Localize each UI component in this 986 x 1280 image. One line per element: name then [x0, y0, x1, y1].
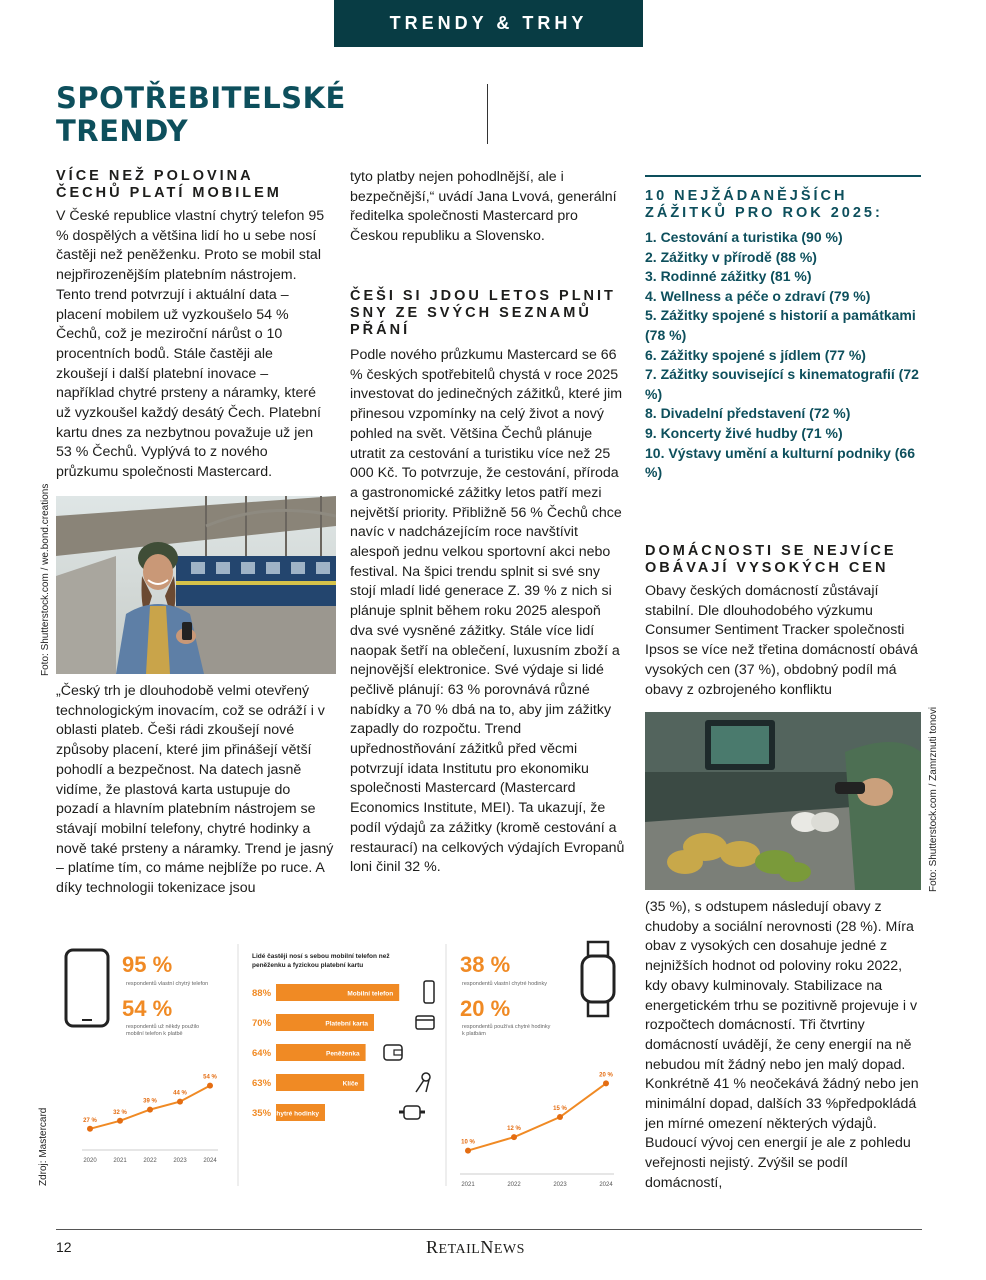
- page-number: 12: [56, 1239, 72, 1255]
- svg-text:respondentů už někdy použilo: respondentů už někdy použilo: [126, 1024, 200, 1030]
- bar-value-label: 70%: [252, 1018, 272, 1029]
- top-experiences-heading: 10 NEJŽÁDANĚJŠÍCH ZÁŽITKŮ PRO ROK 2025:: [645, 188, 883, 221]
- data-point: [465, 1148, 471, 1154]
- bar-value-label: 88%: [252, 988, 272, 999]
- x-tick-label: 2021: [461, 1182, 475, 1188]
- svg-text:respondentů používá chytré hod: respondentů používá chytré hodinky: [462, 1024, 551, 1030]
- list-item: 6. Zážitky spojené s jídlem (77 %): [645, 346, 866, 363]
- wallet-icon: [384, 1045, 402, 1060]
- x-tick-label: 2020: [83, 1158, 97, 1164]
- supermarket-checkout-photo: [645, 712, 921, 890]
- data-label: 54 %: [203, 1074, 217, 1081]
- top-experiences-list: [645, 228, 921, 483]
- col1-paragraph-1: V České republice vlastní chytrý telefon 95 % dospělých a většina lidí ho u sebe nosí častěji než peněženku. Proto se mobil stal nejpřirozenějším platebním nástrojem. Tento trend potvrzují i aktuální data – placení mobilem už vyzkoušelo 54 % Čechů, což je meziroční nárůst o 10 procentních bodů. Stále častěji ale zkoušejí i další platební inovace – například chytré prsteny a náramky, které už vyzkoušel každý desátý Čech. Platební kartu dnes za nezbytnou považuje už jen 53 % Čechů. Vyplývá to z nového průzkumu společnosti Mastercard.: [56, 208, 325, 481]
- bars-title: Lidé častěji nosí s sebou mobilní telefon než: [252, 953, 390, 960]
- x-tick-label: 2021: [113, 1158, 127, 1164]
- bar-category-label: Klíče: [342, 1080, 359, 1088]
- bar-value-label: 64%: [252, 1048, 272, 1059]
- svg-text:respondentů vlastní chytrý tel: respondentů vlastní chytrý telefon: [126, 981, 209, 987]
- col1-heading: VÍCE NEŽ POLOVINA ČECHŮ PLATÍ MOBILEM: [56, 168, 282, 201]
- data-label: 10 %: [461, 1139, 475, 1146]
- train-station-photo: [56, 496, 336, 674]
- section-header: [334, 0, 643, 47]
- phone-stat-2: 54 %: [122, 996, 173, 1021]
- x-tick-label: 2023: [553, 1182, 567, 1188]
- list-top-rule: [645, 175, 921, 177]
- carried-items-bar-chart: [252, 981, 434, 1121]
- svg-text:peněženku a fyzickou platební: peněženku a fyzickou platební kartu: [252, 962, 364, 969]
- infographic-source: Zdroj: Mastercard: [38, 1107, 49, 1186]
- data-point: [177, 1099, 183, 1105]
- card-icon: [416, 1016, 434, 1029]
- svg-text:respondentů vlastní chytré hod: respondentů vlastní chytré hodinky: [462, 981, 547, 987]
- list-item: 10. Výstavy umění a kulturní podniky (66 %): [645, 444, 915, 481]
- x-tick-label: 2023: [173, 1158, 187, 1164]
- watch-stat-1: 38 %: [460, 952, 511, 977]
- bar-value-label: 35%: [252, 1108, 272, 1119]
- x-tick-label: 2024: [599, 1182, 613, 1188]
- series-line: [468, 1083, 606, 1150]
- col3-paragraph-1: Obavy českých domácností zůstávají stabilní. Dle dlouhodobého výzkumu Consumer Sentiment Tracker společnosti Ipsos se více než třetina domácností obává vysokých cen (37 %), obdobný podíl má obavy z ozbrojeného konfliktu: [645, 583, 918, 698]
- data-point: [603, 1080, 609, 1086]
- list-item: 2. Zážitky v přírodě (88 %): [645, 248, 817, 265]
- list-item: 9. Koncerty živé hudby (71 %): [645, 424, 843, 441]
- col3-heading: DOMÁCNOSTI SE NEJVÍCE OBÁVAJÍ VYSOKÝCH CEN: [645, 543, 897, 576]
- list-item: 8. Divadelní představení (72 %): [645, 405, 851, 422]
- data-point: [511, 1134, 517, 1140]
- watch-stat-2: 20 %: [460, 996, 511, 1021]
- data-label: 27 %: [83, 1117, 97, 1124]
- photo-credit-1: Foto: Shutterstock.com / we.bond.creations: [40, 483, 51, 676]
- list-item: 7. Zážitky související s kinematografií (72 %): [645, 366, 919, 402]
- x-tick-label: 2022: [143, 1158, 157, 1164]
- bar-category-label: Chytré hodinky: [271, 1110, 319, 1118]
- section-label: TRENDY & TRHY: [389, 13, 588, 33]
- col2-paragraph: Podle nového průzkumu Mastercard se 66 % českých spotřebitelů chystá v roce 2025 investovat do jedinečných zážitků, které jim přinesou vzpomínky na celý život a nový pohled na svět. Většina Čechů plánuje utratit za cestování a turistiku více než 25 000 Kč. To potvrzuje, že cestování, příroda a gastronomické zážitky letos patří mezi největší priority. Přibližně 56 % Čechů chce navíc v nadcházejícím roce navštívit alespoň jednu velkou sportovní akci nebo festival. Na špici trendu splnit si své sny stojí mladí lidé generace Z. 39 % z nich si plánuje splnit během roku 2025 alespoň dva své vysněné zážitky. Stále více lidí naopak šetří na oblečení, luxusním zboží a nejnovější elektronice. Své výdaje si lidé pečlivě plánují: 63 % porovnává různé nabídky a 70 % dbá na to, aby jim zážitky zapadly do rozpočtu. Trend upřednostňování zážitků před věcmi potvrzují idata Institutu pro ekonomiku společnosti Mastercard (Mastercard Economics Institute, MEI). Ta ukazují, že podíl výdajů za zážitky (kromě cestování a restaurací) na celkových výdajích Evropanů loni činil 32 %.: [350, 347, 625, 876]
- watch-payment-line-chart: [460, 1072, 614, 1188]
- data-label: 20 %: [599, 1072, 613, 1079]
- watch-icon: [399, 1106, 425, 1119]
- data-point: [87, 1126, 93, 1132]
- smartwatch-icon: [582, 942, 614, 1016]
- x-tick-label: 2022: [507, 1182, 521, 1188]
- x-tick-label: 2024: [203, 1158, 217, 1164]
- phone-icon: [424, 981, 434, 1003]
- data-point: [207, 1083, 213, 1089]
- smartphone-icon: [66, 950, 108, 1026]
- keys-icon: [416, 1073, 430, 1092]
- footer-rule: [56, 1229, 922, 1230]
- list-item: 4. Wellness a péče o zdraví (79 %): [645, 287, 871, 304]
- data-point: [117, 1118, 123, 1124]
- bar-value-label: 63%: [252, 1078, 272, 1089]
- col1-paragraph-2: „Český trh je dlouhodobě velmi otevřený technologickým inovacím, což se odráží i v oblasti plateb. Češi rádi zkoušejí nové způsoby placení, které jim přinášejí větší pohodlí a bezpečnost. Na datech jasně vidíme, že plastová karta ustupuje do pozadí a hlavním platebním nástrojem se stávají mobilní telefony, chytré hodinky a nově také prsteny a náramky. Trend je jasný – platíme tím, co máme nejblíže po ruce. A díky technologii tokenizace jsou: [56, 683, 334, 897]
- list-item: 1. Cestování a turistika (90 %): [645, 229, 843, 245]
- svg-text:k platbám: k platbám: [462, 1031, 486, 1037]
- col2-quote-continuation: tyto platby nejen pohodlnější, ale i bezpečnější,“ uvádí Jana Lvová, generální ředitelka společnosti Mastercard pro Českou republiku a Slovensko.: [350, 169, 617, 245]
- title-divider: [487, 84, 488, 144]
- bar-category-label: Mobilní telefon: [347, 990, 394, 998]
- data-label: 12 %: [507, 1126, 521, 1133]
- data-point: [557, 1114, 563, 1120]
- bar-category-label: Platební karta: [325, 1020, 368, 1028]
- data-label: 32 %: [113, 1109, 127, 1116]
- col2-heading: ČEŠI SI JDOU LETOS PLNIT SNY ZE SVÝCH SEZNAMŮ PŘÁNÍ: [350, 288, 616, 338]
- list-item: 3. Rodinné zážitky (81 %): [645, 268, 812, 285]
- phone-stat-1: 95 %: [122, 952, 173, 977]
- page-title: SPOTŘEBITELSKÉ TRENDY: [56, 81, 346, 148]
- svg-text:mobilní telefon k platbě: mobilní telefon k platbě: [126, 1031, 183, 1037]
- list-item: 5. Zážitky spojené s historií a památkami (78 %): [645, 307, 916, 343]
- mastercard-infographic: [56, 938, 616, 1188]
- photo-credit-2: Foto: Shutterstock.com / Zamrznuti tonovi: [928, 706, 939, 892]
- bar-category-label: Peněženka: [325, 1050, 360, 1058]
- phone-payment-line-chart: [82, 1075, 218, 1164]
- data-point: [147, 1107, 153, 1113]
- data-label: 44 %: [173, 1090, 187, 1097]
- data-label: 15 %: [553, 1106, 567, 1112]
- col3-paragraph-2: (35 %), s odstupem následují obavy z chudoby a sociální nerovnosti (28 %). Míra obav z vysokých cen dosahuje jedné z nejnižších hodnot od poloviny roku 2022, kdy obavy kulminovaly. Stabilizace na energetickém trhu se pozitivně projevuje i v rozpočtech domácností. Tři čtvrtiny domácností uvádějí, že ceny energií na ně nebudou mít žádný nebo jen malý dopad. Konkrétně 41 % neočekává žádný nebo jen minimální dopad, dalších 33 %předpokládá jen mírné omezení některých výdajů. Budoucí vývoj cen energií je ale z pohledu veřejnosti nejistý. Zvýšil se podíl domácností,: [645, 899, 919, 1191]
- data-label: 39 %: [143, 1098, 157, 1105]
- retailnews-logo: RETAILNEWS: [426, 1237, 525, 1257]
